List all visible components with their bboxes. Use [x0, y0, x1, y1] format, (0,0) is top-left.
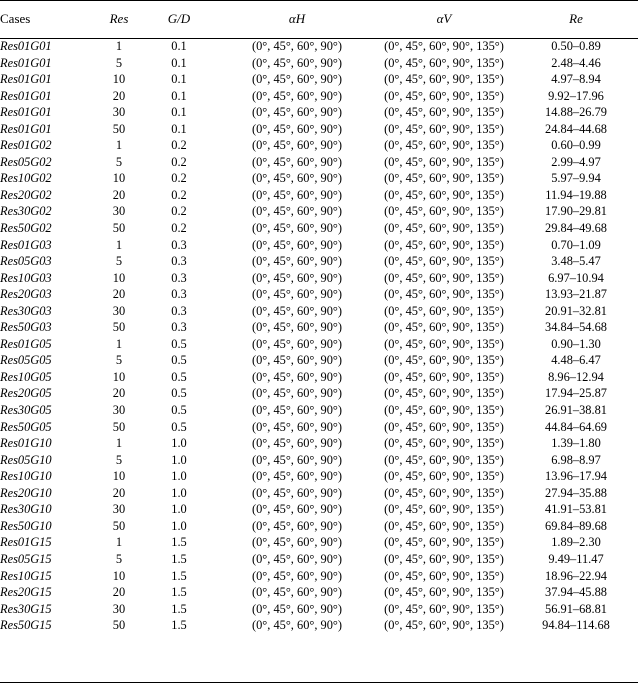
cell-re: 6.98–8.97 [551, 452, 601, 467]
cell-res: 1 [115, 138, 123, 153]
cell-re: 94.84–114.68 [542, 618, 610, 633]
cell-case: Res20G02 [0, 187, 52, 202]
cell-alpha-v: (0°, 45°, 60°, 90°, 135°) [384, 403, 504, 418]
cell-alpha-v: (0°, 45°, 60°, 90°, 135°) [384, 436, 504, 451]
cell-alpha-h: (0°, 45°, 60°, 90°) [251, 585, 343, 600]
table-row [0, 270, 638, 287]
table-row [0, 501, 638, 518]
cell-alpha-v: (0°, 45°, 60°, 90°, 135°) [384, 386, 504, 401]
cell-re: 9.49–11.47 [548, 551, 604, 566]
cell-gd: 1.0 [171, 502, 187, 517]
cell-alpha-v: (0°, 45°, 60°, 90°, 135°) [384, 171, 504, 186]
cell-alpha-h: (0°, 45°, 60°, 90°) [251, 303, 343, 318]
cell-case: Res20G15 [0, 585, 52, 600]
cell-re: 37.94–45.88 [545, 585, 607, 600]
cell-gd: 1.5 [171, 551, 187, 566]
cell-case: Res10G03 [0, 270, 52, 285]
cell-re: 0.60–0.99 [551, 138, 601, 153]
table-row [0, 187, 638, 204]
cell-alpha-v: (0°, 45°, 60°, 90°, 135°) [384, 518, 504, 533]
cell-alpha-v: (0°, 45°, 60°, 90°, 135°) [384, 369, 504, 384]
cell-alpha-h: (0°, 45°, 60°, 90°) [251, 121, 343, 136]
cell-alpha-h: (0°, 45°, 60°, 90°) [251, 270, 343, 285]
cell-alpha-v: (0°, 45°, 60°, 90°, 135°) [384, 320, 504, 335]
cell-alpha-v: (0°, 45°, 60°, 90°, 135°) [384, 469, 504, 484]
cell-alpha-v: (0°, 45°, 60°, 90°, 135°) [384, 452, 504, 467]
table-row [0, 104, 638, 121]
cell-case: Res30G02 [0, 204, 52, 219]
cell-alpha-h: (0°, 45°, 60°, 90°) [251, 618, 343, 633]
header-res: Res [109, 11, 129, 26]
table-row [0, 369, 638, 386]
cell-re: 8.96–12.94 [548, 369, 604, 384]
header-gd: G/D [167, 11, 191, 26]
header-cases: Cases [0, 11, 31, 26]
cell-re: 41.91–53.81 [545, 502, 607, 517]
cell-res: 30 [112, 403, 126, 418]
cell-case: Res01G01 [0, 88, 52, 103]
cell-alpha-h: (0°, 45°, 60°, 90°) [251, 452, 343, 467]
cell-alpha-h: (0°, 45°, 60°, 90°) [251, 138, 343, 153]
cell-case: Res50G15 [0, 618, 52, 633]
cell-res: 5 [115, 254, 123, 269]
cell-re: 17.94–25.87 [545, 386, 607, 401]
header-re: Re [569, 11, 583, 26]
cell-gd: 0.5 [171, 336, 187, 351]
cell-re: 56.91–68.81 [545, 601, 607, 616]
table-row [0, 237, 638, 254]
cell-res: 50 [112, 518, 126, 533]
cell-alpha-h: (0°, 45°, 60°, 90°) [251, 436, 343, 451]
cell-res: 1 [115, 237, 123, 252]
cell-alpha-h: (0°, 45°, 60°, 90°) [251, 403, 343, 418]
cell-gd: 0.3 [171, 303, 187, 318]
cell-gd: 0.3 [171, 287, 187, 302]
cell-case: Res50G02 [0, 221, 52, 236]
cell-alpha-h: (0°, 45°, 60°, 90°) [251, 72, 343, 87]
cell-alpha-h: (0°, 45°, 60°, 90°) [251, 287, 343, 302]
cell-alpha-h: (0°, 45°, 60°, 90°) [251, 502, 343, 517]
cell-re: 0.70–1.09 [551, 237, 601, 252]
cell-alpha-v: (0°, 45°, 60°, 90°, 135°) [384, 138, 504, 153]
table-row [0, 137, 638, 154]
cell-alpha-v: (0°, 45°, 60°, 90°, 135°) [384, 585, 504, 600]
cell-gd: 0.2 [171, 154, 187, 169]
cell-alpha-h: (0°, 45°, 60°, 90°) [251, 39, 343, 53]
cell-res: 5 [115, 551, 123, 566]
cell-case: Res30G15 [0, 601, 52, 616]
table-row [0, 154, 638, 171]
cell-case: Res01G10 [0, 436, 52, 451]
cell-alpha-v: (0°, 45°, 60°, 90°, 135°) [384, 105, 504, 120]
cell-gd: 1.5 [171, 601, 187, 616]
cell-case: Res01G01 [0, 105, 52, 120]
table-row [0, 534, 638, 551]
cell-case: Res20G05 [0, 386, 52, 401]
cell-case: Res01G01 [0, 39, 52, 53]
cell-res: 20 [112, 585, 126, 600]
cell-res: 10 [112, 270, 126, 285]
cell-case: Res05G02 [0, 154, 52, 169]
cell-case: Res01G03 [0, 237, 52, 252]
cell-case: Res50G10 [0, 518, 52, 533]
table-row [0, 38, 638, 55]
cell-gd: 0.1 [171, 72, 187, 87]
cell-alpha-v: (0°, 45°, 60°, 90°, 135°) [384, 121, 504, 136]
table-row [0, 352, 638, 369]
cell-case: Res50G03 [0, 320, 52, 335]
cell-res: 20 [112, 88, 126, 103]
table-row [0, 55, 638, 72]
table-row [0, 584, 638, 601]
cell-gd: 0.5 [171, 369, 187, 384]
cell-case: Res01G01 [0, 121, 52, 136]
cell-gd: 0.3 [171, 254, 187, 269]
cell-alpha-h: (0°, 45°, 60°, 90°) [251, 518, 343, 533]
cell-gd: 0.5 [171, 403, 187, 418]
header-row [0, 0, 638, 38]
cell-re: 14.88–26.79 [545, 105, 607, 120]
cell-re: 4.97–8.94 [551, 72, 601, 87]
cell-res: 30 [112, 105, 126, 120]
table-row [0, 568, 638, 585]
cell-res: 10 [112, 171, 126, 186]
cell-re: 0.50–0.89 [551, 39, 601, 53]
table-row [0, 336, 638, 353]
cell-re: 0.90–1.30 [551, 336, 601, 351]
table-row [0, 319, 638, 336]
cell-case: Res20G10 [0, 485, 52, 500]
cell-gd: 0.2 [171, 221, 187, 236]
cell-alpha-h: (0°, 45°, 60°, 90°) [251, 419, 343, 434]
table-row [0, 518, 638, 535]
cell-case: Res05G10 [0, 452, 52, 467]
header-alpha-h: αH [288, 11, 306, 26]
cell-case: Res30G05 [0, 403, 52, 418]
cell-re: 29.84–49.68 [545, 221, 607, 236]
cell-gd: 0.5 [171, 353, 187, 368]
cell-alpha-v: (0°, 45°, 60°, 90°, 135°) [384, 353, 504, 368]
cell-re: 11.94–19.88 [545, 187, 607, 202]
cell-alpha-v: (0°, 45°, 60°, 90°, 135°) [384, 72, 504, 87]
cell-re: 2.48–4.46 [551, 55, 601, 70]
cell-alpha-v: (0°, 45°, 60°, 90°, 135°) [384, 502, 504, 517]
cell-gd: 1.5 [171, 535, 187, 550]
cell-res: 5 [115, 154, 123, 169]
cell-alpha-h: (0°, 45°, 60°, 90°) [251, 187, 343, 202]
table-bottom-rule [0, 682, 638, 683]
cell-res: 1 [115, 39, 123, 53]
cell-gd: 1.0 [171, 518, 187, 533]
cell-gd: 0.1 [171, 39, 187, 53]
cell-res: 1 [115, 436, 123, 451]
cell-alpha-v: (0°, 45°, 60°, 90°, 135°) [384, 55, 504, 70]
cell-alpha-h: (0°, 45°, 60°, 90°) [251, 551, 343, 566]
cell-re: 2.99–4.97 [551, 154, 601, 169]
cell-case: Res05G15 [0, 551, 52, 566]
cell-alpha-h: (0°, 45°, 60°, 90°) [251, 485, 343, 500]
cell-gd: 0.5 [171, 419, 187, 434]
cell-gd: 1.5 [171, 568, 187, 583]
cell-res: 20 [112, 187, 126, 202]
cell-alpha-h: (0°, 45°, 60°, 90°) [251, 469, 343, 484]
cell-res: 30 [112, 204, 126, 219]
cell-re: 20.91–32.81 [545, 303, 607, 318]
table-row [0, 452, 638, 469]
cell-res: 20 [112, 386, 126, 401]
cell-alpha-v: (0°, 45°, 60°, 90°, 135°) [384, 419, 504, 434]
cell-alpha-v: (0°, 45°, 60°, 90°, 135°) [384, 254, 504, 269]
table-row [0, 88, 638, 105]
cell-gd: 1.0 [171, 469, 187, 484]
cell-gd: 0.1 [171, 105, 187, 120]
table-row [0, 485, 638, 502]
cell-res: 10 [112, 469, 126, 484]
cell-alpha-h: (0°, 45°, 60°, 90°) [251, 320, 343, 335]
cell-alpha-v: (0°, 45°, 60°, 90°, 135°) [384, 204, 504, 219]
cell-res: 1 [115, 336, 123, 351]
cell-alpha-h: (0°, 45°, 60°, 90°) [251, 535, 343, 550]
cell-res: 20 [112, 485, 126, 500]
table-row [0, 170, 638, 187]
cell-gd: 0.5 [171, 386, 187, 401]
cell-case: Res05G05 [0, 353, 52, 368]
cell-res: 5 [115, 55, 123, 70]
cell-case: Res10G10 [0, 469, 52, 484]
table-row [0, 303, 638, 320]
table-row [0, 468, 638, 485]
table-row [0, 286, 638, 303]
cell-alpha-v: (0°, 45°, 60°, 90°, 135°) [384, 551, 504, 566]
cell-alpha-h: (0°, 45°, 60°, 90°) [251, 204, 343, 219]
cell-gd: 1.0 [171, 436, 187, 451]
cell-res: 5 [115, 353, 123, 368]
cell-case: Res01G01 [0, 55, 52, 70]
cell-re: 44.84–64.69 [545, 419, 607, 434]
cell-gd: 0.1 [171, 88, 187, 103]
cell-case: Res10G05 [0, 369, 52, 384]
table-row [0, 435, 638, 452]
cell-res: 10 [112, 568, 126, 583]
cell-res: 50 [112, 419, 126, 434]
cell-gd: 0.2 [171, 204, 187, 219]
cell-res: 30 [112, 502, 126, 517]
cell-alpha-v: (0°, 45°, 60°, 90°, 135°) [384, 39, 504, 53]
cell-alpha-v: (0°, 45°, 60°, 90°, 135°) [384, 154, 504, 169]
table-body [0, 38, 638, 634]
cell-re: 3.48–5.47 [551, 254, 601, 269]
cell-alpha-v: (0°, 45°, 60°, 90°, 135°) [384, 535, 504, 550]
cell-re: 4.48–6.47 [551, 353, 601, 368]
cell-res: 30 [112, 601, 126, 616]
header-alpha-v: αV [436, 11, 452, 26]
cell-re: 69.84–89.68 [545, 518, 607, 533]
cell-alpha-v: (0°, 45°, 60°, 90°, 135°) [384, 601, 504, 616]
cell-re: 27.94–35.88 [545, 485, 607, 500]
cell-alpha-v: (0°, 45°, 60°, 90°, 135°) [384, 568, 504, 583]
cell-alpha-h: (0°, 45°, 60°, 90°) [251, 353, 343, 368]
cell-alpha-v: (0°, 45°, 60°, 90°, 135°) [384, 485, 504, 500]
table-row [0, 551, 638, 568]
cell-alpha-h: (0°, 45°, 60°, 90°) [251, 171, 343, 186]
cell-res: 10 [112, 72, 126, 87]
cell-re: 13.96–17.94 [545, 469, 607, 484]
cell-alpha-h: (0°, 45°, 60°, 90°) [251, 105, 343, 120]
table-row [0, 121, 638, 138]
cell-alpha-h: (0°, 45°, 60°, 90°) [251, 88, 343, 103]
cell-case: Res01G15 [0, 535, 52, 550]
cell-re: 5.97–9.94 [551, 171, 601, 186]
cell-alpha-v: (0°, 45°, 60°, 90°, 135°) [384, 221, 504, 236]
cell-case: Res30G03 [0, 303, 52, 318]
cell-gd: 0.2 [171, 171, 187, 186]
cell-case: Res01G02 [0, 138, 52, 153]
table-row [0, 402, 638, 419]
cell-case: Res20G03 [0, 287, 52, 302]
cell-case: Res10G02 [0, 171, 52, 186]
cell-alpha-v: (0°, 45°, 60°, 90°, 135°) [384, 187, 504, 202]
cell-alpha-h: (0°, 45°, 60°, 90°) [251, 336, 343, 351]
cell-gd: 0.1 [171, 121, 187, 136]
cell-alpha-h: (0°, 45°, 60°, 90°) [251, 221, 343, 236]
cell-case: Res30G10 [0, 502, 52, 517]
cell-alpha-h: (0°, 45°, 60°, 90°) [251, 237, 343, 252]
cell-alpha-h: (0°, 45°, 60°, 90°) [251, 386, 343, 401]
cell-gd: 0.2 [171, 138, 187, 153]
cell-gd: 0.3 [171, 320, 187, 335]
table-row [0, 253, 638, 270]
cell-gd: 0.3 [171, 237, 187, 252]
cell-re: 13.93–21.87 [545, 287, 607, 302]
cell-gd: 1.0 [171, 485, 187, 500]
cell-alpha-h: (0°, 45°, 60°, 90°) [251, 254, 343, 269]
cell-alpha-h: (0°, 45°, 60°, 90°) [251, 55, 343, 70]
cell-case: Res50G05 [0, 419, 52, 434]
cell-re: 18.96–22.94 [545, 568, 607, 583]
table-row [0, 419, 638, 436]
cell-case: Res05G03 [0, 254, 52, 269]
cell-gd: 1.5 [171, 618, 187, 633]
table-header [0, 0, 638, 38]
cell-res: 50 [112, 320, 126, 335]
cell-re: 9.92–17.96 [548, 88, 604, 103]
cell-alpha-v: (0°, 45°, 60°, 90°, 135°) [384, 270, 504, 285]
cell-gd: 0.1 [171, 55, 187, 70]
cell-re: 26.91–38.81 [545, 403, 607, 418]
cell-alpha-v: (0°, 45°, 60°, 90°, 135°) [384, 287, 504, 302]
cell-alpha-v: (0°, 45°, 60°, 90°, 135°) [384, 618, 504, 633]
cell-gd: 1.5 [171, 585, 187, 600]
cell-res: 20 [112, 287, 126, 302]
cell-res: 1 [115, 535, 123, 550]
cell-alpha-v: (0°, 45°, 60°, 90°, 135°) [384, 336, 504, 351]
cell-case: Res01G01 [0, 72, 52, 87]
cell-alpha-h: (0°, 45°, 60°, 90°) [251, 601, 343, 616]
cell-re: 17.90–29.81 [545, 204, 607, 219]
cell-re: 24.84–44.68 [545, 121, 607, 136]
cell-alpha-v: (0°, 45°, 60°, 90°, 135°) [384, 303, 504, 318]
cell-alpha-v: (0°, 45°, 60°, 90°, 135°) [384, 88, 504, 103]
cell-re: 1.89–2.30 [551, 535, 601, 550]
cell-res: 30 [112, 303, 126, 318]
cell-re: 6.97–10.94 [548, 270, 604, 285]
table-row [0, 601, 638, 618]
table-row [0, 385, 638, 402]
cell-res: 50 [112, 618, 126, 633]
table-row [0, 203, 638, 220]
cell-re: 1.39–1.80 [551, 436, 601, 451]
cell-res: 5 [115, 452, 123, 467]
table-row [0, 617, 638, 634]
table-row [0, 220, 638, 237]
cell-res: 50 [112, 121, 126, 136]
cell-gd: 0.3 [171, 270, 187, 285]
cell-alpha-h: (0°, 45°, 60°, 90°) [251, 369, 343, 384]
cell-alpha-h: (0°, 45°, 60°, 90°) [251, 568, 343, 583]
cell-res: 50 [112, 221, 126, 236]
table-row [0, 71, 638, 88]
cell-re: 34.84–54.68 [545, 320, 607, 335]
cell-case: Res01G05 [0, 336, 52, 351]
cell-res: 10 [112, 369, 126, 384]
cell-alpha-v: (0°, 45°, 60°, 90°, 135°) [384, 237, 504, 252]
cell-alpha-h: (0°, 45°, 60°, 90°) [251, 154, 343, 169]
cell-gd: 1.0 [171, 452, 187, 467]
cell-case: Res10G15 [0, 568, 52, 583]
cell-gd: 0.2 [171, 187, 187, 202]
